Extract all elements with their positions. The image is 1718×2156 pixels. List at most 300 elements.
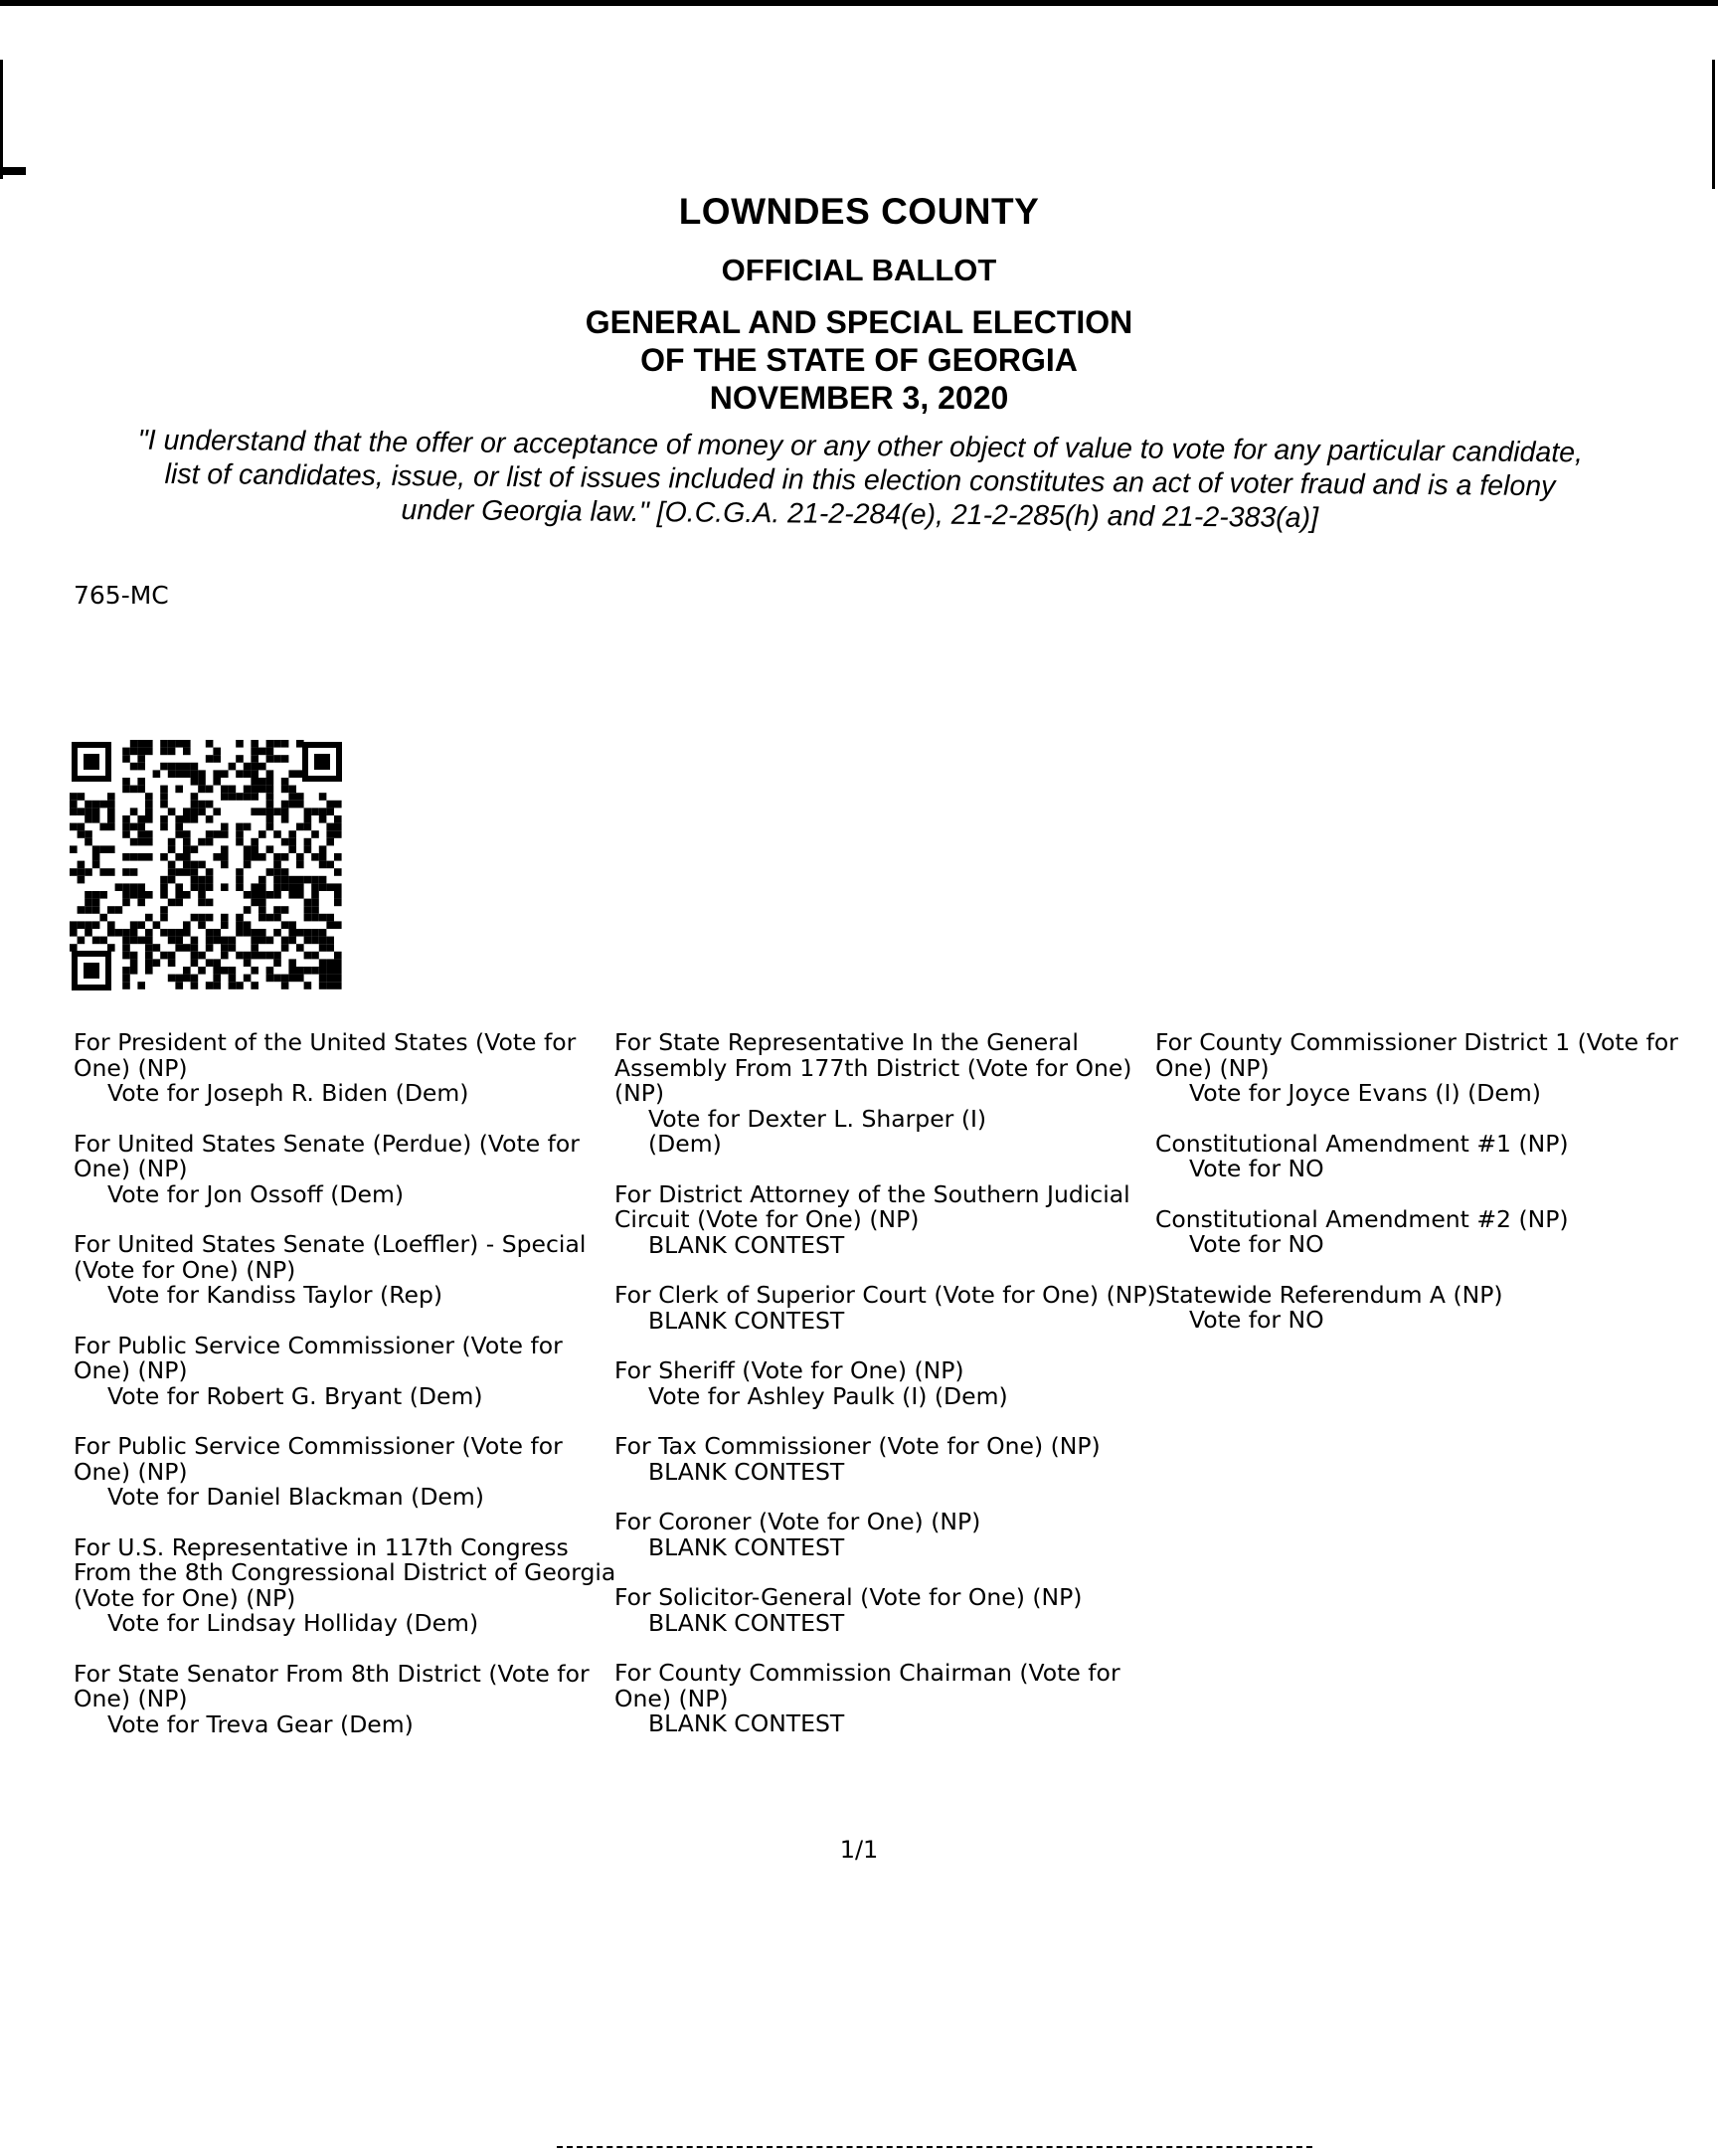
- qr-module: [251, 853, 258, 861]
- qr-module: [304, 876, 312, 884]
- race-selection: Vote for Daniel Blackman (Dem): [107, 1483, 484, 1511]
- qr-module: [183, 944, 191, 952]
- qr-module: [296, 793, 304, 801]
- ballot-column-2: [614, 1030, 1161, 1762]
- qr-module: [160, 763, 168, 771]
- race-selection: Vote for Treva Gear (Dem): [107, 1709, 414, 1738]
- election-title-line1: GENERAL AND SPECIAL ELECTION: [585, 304, 1133, 340]
- qr-module: [78, 921, 86, 929]
- race-entry: [74, 1659, 618, 1738]
- qr-module: [319, 808, 327, 815]
- qr-module: [288, 876, 296, 884]
- qr-module: [229, 793, 237, 801]
- qr-module: [213, 967, 221, 975]
- qr-module: [85, 921, 92, 929]
- qr-module: [198, 967, 206, 975]
- qr-module: [122, 755, 130, 763]
- qr-module: [281, 906, 289, 914]
- qr-module: [304, 937, 312, 945]
- qr-module: [107, 801, 115, 808]
- race-title: For Tax Commissioner (Vote for One) (NP): [614, 1432, 1101, 1460]
- qr-module: [273, 755, 281, 763]
- qr-module: [145, 748, 153, 756]
- qr-module: [183, 975, 191, 983]
- qr-module: [251, 883, 258, 891]
- qr-module: [168, 868, 176, 876]
- qr-module: [153, 959, 161, 967]
- qr-module: [130, 952, 138, 960]
- qr-module: [137, 838, 145, 846]
- race-entry: [1155, 1280, 1712, 1334]
- qr-module: [304, 929, 312, 937]
- qr-module: [221, 952, 229, 960]
- qr-module: [251, 944, 258, 952]
- qr-module: [221, 937, 229, 945]
- qr-module: [191, 801, 199, 808]
- qr-module: [334, 883, 342, 891]
- qr-module: [311, 967, 319, 975]
- qr-module: [92, 801, 100, 808]
- race-title: Statewide Referendum A (NP): [1155, 1280, 1503, 1309]
- qr-module: [191, 952, 199, 960]
- qr-module: [311, 891, 319, 899]
- voter-fraud-notice: [60, 423, 1661, 538]
- qr-module: [334, 975, 342, 983]
- qr-module: [334, 801, 342, 808]
- qr-module: [85, 815, 92, 823]
- qr-module: [281, 808, 289, 815]
- qr-module: [296, 975, 304, 983]
- qr-module: [99, 891, 107, 899]
- qr-module: [206, 944, 214, 952]
- race-entry: [614, 1030, 1161, 1158]
- qr-module: [137, 883, 145, 891]
- qr-module: [78, 937, 86, 945]
- qr-module: [244, 845, 252, 853]
- qr-module: [92, 921, 100, 929]
- qr-module: [115, 883, 123, 891]
- qr-module: [122, 929, 130, 937]
- qr-module: [137, 740, 145, 748]
- qr-module: [334, 853, 342, 861]
- election-date: NOVEMBER 3, 2020: [709, 380, 1009, 416]
- notice-line2: list of candidates, issue, or list of issues included in this election constitutes an act of voter fraud and is a felony: [164, 457, 1556, 503]
- qr-module: [70, 801, 78, 808]
- qr-module: [244, 906, 252, 914]
- qr-module: [281, 755, 289, 763]
- qr-module: [198, 770, 206, 778]
- qr-module: [99, 823, 107, 831]
- race-entry: [614, 1434, 1161, 1485]
- qr-module: [334, 967, 342, 975]
- qr-module: [191, 770, 199, 778]
- race-title: For Public Service Commissioner (Vote for One) (NP): [74, 1432, 563, 1486]
- qr-module: [258, 906, 266, 914]
- race-title: For District Attorney of the Southern Judicial Circuit (Vote for One) (NP): [614, 1179, 1130, 1233]
- qr-module: [213, 830, 221, 838]
- qr-module: [288, 786, 296, 794]
- qr-module: [145, 740, 153, 748]
- qr-module: [296, 770, 304, 778]
- qr-module: [191, 914, 199, 922]
- qr-module: [236, 793, 244, 801]
- qr-module: [266, 937, 274, 945]
- scan-edge-mark-right: [1712, 60, 1715, 189]
- race-selection: Vote for Ashley Paulk (I) (Dem): [648, 1381, 1008, 1410]
- race-selection: Vote for Robert G. Bryant (Dem): [107, 1381, 483, 1410]
- qr-module: [281, 876, 289, 884]
- qr-module: [191, 793, 199, 801]
- qr-module: [326, 967, 334, 975]
- race-entry: [614, 1179, 1161, 1259]
- qr-module: [326, 959, 334, 967]
- qr-module: [168, 845, 176, 853]
- qr-module: [137, 823, 145, 831]
- qr-module: [213, 755, 221, 763]
- qr-module: [130, 883, 138, 891]
- qr-module: [236, 883, 244, 891]
- qr-module: [319, 861, 327, 869]
- qr-module: [251, 952, 258, 960]
- race-selection: BLANK CONTEST: [648, 1230, 845, 1259]
- qr-module: [191, 815, 199, 823]
- qr-module: [319, 967, 327, 975]
- qr-module: [251, 740, 258, 748]
- scan-edge-mark-left: [0, 60, 3, 179]
- qr-module: [107, 921, 115, 929]
- qr-module: [191, 937, 199, 945]
- qr-module: [221, 883, 229, 891]
- qr-module: [273, 914, 281, 922]
- qr-module: [198, 801, 206, 808]
- qr-module: [206, 815, 214, 823]
- qr-module: [78, 868, 86, 876]
- race-selection: Vote for Joseph R. Biden (Dem): [107, 1079, 469, 1107]
- qr-module: [319, 815, 327, 823]
- qr-module: [206, 959, 214, 967]
- qr-module: [244, 929, 252, 937]
- qr-module: [183, 763, 191, 771]
- race-entry: [614, 1510, 1161, 1560]
- qr-module: [311, 830, 319, 838]
- qr-module: [122, 937, 130, 945]
- qr-module: [191, 868, 199, 876]
- qr-module: [266, 975, 274, 983]
- race-title: For County Commissioner District 1 (Vote for One) (NP): [1155, 1028, 1678, 1082]
- qr-module: [198, 808, 206, 815]
- qr-module: [281, 778, 289, 786]
- qr-module: [160, 876, 168, 884]
- qr-module: [334, 815, 342, 823]
- qr-module: [251, 899, 258, 907]
- qr-module: [122, 823, 130, 831]
- qr-module: [334, 921, 342, 929]
- race-entry: [614, 1661, 1161, 1737]
- qr-module: [206, 883, 214, 891]
- qr-module: [206, 755, 214, 763]
- qr-module: [213, 853, 221, 861]
- ballot-type: OFFICIAL BALLOT: [721, 253, 997, 287]
- qr-module: [191, 876, 199, 884]
- qr-module: [281, 982, 289, 989]
- qr-module: [221, 921, 229, 929]
- qr-module: [137, 899, 145, 907]
- qr-module: [130, 786, 138, 794]
- qr-module: [168, 899, 176, 907]
- qr-module: [244, 861, 252, 869]
- qr-module: [145, 815, 153, 823]
- race-title: For United States Senate (Perdue) (Vote for One) (NP): [74, 1129, 580, 1182]
- qr-module: [326, 861, 334, 869]
- qr-module: [273, 883, 281, 891]
- qr-module: [221, 853, 229, 861]
- qr-module: [137, 921, 145, 929]
- qr-module: [183, 838, 191, 846]
- scan-bottom-border: [557, 2146, 1312, 2150]
- ballot-column-3: [1155, 1030, 1712, 1358]
- qr-module: [229, 763, 237, 771]
- qr-module: [221, 944, 229, 952]
- qr-module: [244, 770, 252, 778]
- qr-module: [266, 770, 274, 778]
- qr-module: [221, 770, 229, 778]
- qr-module: [175, 763, 183, 771]
- qr-module: [160, 748, 168, 756]
- qr-module: [304, 838, 312, 846]
- ballot-qr-code: [70, 740, 344, 992]
- race-title: Constitutional Amendment #1 (NP): [1155, 1129, 1569, 1158]
- qr-module: [304, 899, 312, 907]
- qr-module: [213, 982, 221, 989]
- qr-module: [311, 883, 319, 891]
- qr-module: [236, 755, 244, 763]
- qr-module: [319, 883, 327, 891]
- qr-module: [258, 891, 266, 899]
- qr-module: [273, 808, 281, 815]
- qr-module: [281, 883, 289, 891]
- qr-module: [251, 982, 258, 989]
- qr-module: [288, 770, 296, 778]
- qr-module: [273, 861, 281, 869]
- qr-module: [145, 793, 153, 801]
- qr-module: [319, 975, 327, 983]
- race-title: For United States Senate (Loeffler) - Special (Vote for One) (NP): [74, 1230, 587, 1284]
- qr-module: [326, 975, 334, 983]
- qr-module: [145, 914, 153, 922]
- qr-module: [319, 929, 327, 937]
- qr-module: [153, 921, 161, 929]
- qr-module: [99, 801, 107, 808]
- qr-module: [183, 853, 191, 861]
- qr-module: [206, 740, 214, 748]
- qr-module: [160, 952, 168, 960]
- qr-module: [137, 778, 145, 786]
- race-selection: Vote for NO: [1189, 1155, 1324, 1182]
- race-selection: BLANK CONTEST: [648, 1608, 845, 1637]
- qr-module: [191, 883, 199, 891]
- qr-module: [107, 845, 115, 853]
- qr-module: [145, 937, 153, 945]
- qr-module: [153, 944, 161, 952]
- qr-module: [191, 959, 199, 967]
- qr-module: [258, 853, 266, 861]
- qr-module: [99, 937, 107, 945]
- qr-module: [191, 982, 199, 989]
- qr-module: [122, 975, 130, 983]
- qr-module: [137, 763, 145, 771]
- qr-module: [153, 770, 161, 778]
- qr-module: [296, 967, 304, 975]
- qr-module: [145, 801, 153, 808]
- qr-module: [244, 921, 252, 929]
- qr-module: [258, 937, 266, 945]
- qr-module: [137, 786, 145, 794]
- qr-module: [296, 801, 304, 808]
- race-title: For Coroner (Vote for One) (NP): [614, 1508, 981, 1535]
- qr-module: [266, 793, 274, 801]
- qr-module: [244, 786, 252, 794]
- qr-module: [198, 952, 206, 960]
- qr-module: [319, 793, 327, 801]
- qr-module: [160, 823, 168, 831]
- qr-module: [258, 778, 266, 786]
- qr-module: [229, 975, 237, 983]
- qr-module: [273, 906, 281, 914]
- qr-module: [183, 929, 191, 937]
- qr-module: [206, 830, 214, 838]
- race-selection: Vote for Kandiss Taylor (Rep): [107, 1281, 443, 1309]
- qr-module: [334, 959, 342, 967]
- qr-module: [288, 838, 296, 846]
- qr-module: [145, 891, 153, 899]
- qr-module: [160, 793, 168, 801]
- qr-module: [115, 906, 123, 914]
- qr-module: [191, 763, 199, 771]
- race-entry: [1155, 1030, 1712, 1107]
- qr-module: [175, 982, 183, 989]
- qr-module: [334, 868, 342, 876]
- qr-module: [266, 740, 274, 748]
- qr-module: [244, 952, 252, 960]
- qr-module: [281, 740, 289, 748]
- qr-module: [175, 975, 183, 983]
- qr-module: [334, 899, 342, 907]
- qr-module: [183, 808, 191, 815]
- qr-module: [206, 914, 214, 922]
- race-title: For State Senator From 8th District (Vote for One) (NP): [74, 1659, 590, 1712]
- qr-module: [168, 959, 176, 967]
- race-selection: Vote for Dexter L. Sharper (I) (Dem): [648, 1104, 987, 1158]
- qr-module: [304, 967, 312, 975]
- qr-module: [244, 793, 252, 801]
- qr-module: [236, 921, 244, 929]
- notice-line1: "I understand that the offer or acceptance of money or any other object of value to vote for any particular candidate,: [137, 424, 1584, 469]
- qr-module: [206, 786, 214, 794]
- qr-module: [145, 853, 153, 861]
- qr-module: [266, 786, 274, 794]
- qr-module: [175, 823, 183, 831]
- qr-module: [92, 815, 100, 823]
- qr-module: [266, 823, 274, 831]
- qr-module: [288, 793, 296, 801]
- qr-module: [334, 891, 342, 899]
- qr-module: [137, 937, 145, 945]
- qr-module: [221, 914, 229, 922]
- qr-module: [288, 921, 296, 929]
- qr-module: [137, 830, 145, 838]
- qr-module: [122, 815, 130, 823]
- qr-module: [122, 778, 130, 786]
- qr-module: [85, 808, 92, 815]
- qr-module: [334, 982, 342, 989]
- qr-module: [130, 967, 138, 975]
- qr-module: [304, 808, 312, 815]
- qr-module: [266, 952, 274, 960]
- qr-module: [175, 853, 183, 861]
- qr-module: [251, 937, 258, 945]
- qr-module: [168, 740, 176, 748]
- qr-module: [258, 876, 266, 884]
- qr-module: [251, 793, 258, 801]
- qr-module: [122, 786, 130, 794]
- qr-module: [191, 944, 199, 952]
- qr-module: [281, 944, 289, 952]
- qr-module: [258, 883, 266, 891]
- qr-module: [229, 786, 237, 794]
- qr-module: [236, 868, 244, 876]
- qr-module: [175, 815, 183, 823]
- qr-module: [85, 929, 92, 937]
- qr-module: [107, 808, 115, 815]
- qr-module: [183, 830, 191, 838]
- page-number: 1/1: [839, 1836, 879, 1864]
- qr-module: [221, 967, 229, 975]
- qr-module: [198, 778, 206, 786]
- qr-module: [251, 786, 258, 794]
- qr-module: [70, 793, 78, 801]
- qr-module: [206, 801, 214, 808]
- qr-module: [311, 929, 319, 937]
- qr-module: [288, 967, 296, 975]
- qr-module: [213, 937, 221, 945]
- qr-module: [273, 929, 281, 937]
- qr-module: [304, 845, 312, 853]
- qr-module: [175, 899, 183, 907]
- qr-module: [266, 801, 274, 808]
- race-selection: BLANK CONTEST: [648, 1457, 845, 1486]
- qr-module: [175, 770, 183, 778]
- qr-module: [251, 778, 258, 786]
- qr-module: [251, 929, 258, 937]
- qr-module: [326, 944, 334, 952]
- race-entry: [74, 1532, 618, 1637]
- race-entry: [1155, 1204, 1712, 1258]
- qr-module: [130, 823, 138, 831]
- qr-module: [273, 830, 281, 838]
- qr-module: [198, 876, 206, 884]
- qr-module: [92, 899, 100, 907]
- qr-module: [251, 770, 258, 778]
- qr-module: [107, 793, 115, 801]
- qr-module: [191, 845, 199, 853]
- qr-module: [236, 876, 244, 884]
- race-title: For U.S. Representative in 117th Congress From the 8th Congressional District of Georgia (Vote for One) (NP): [74, 1532, 616, 1612]
- qr-module: [311, 952, 319, 960]
- qr-module: [221, 786, 229, 794]
- qr-module: [273, 740, 281, 748]
- qr-module: [145, 929, 153, 937]
- qr-module: [92, 906, 100, 914]
